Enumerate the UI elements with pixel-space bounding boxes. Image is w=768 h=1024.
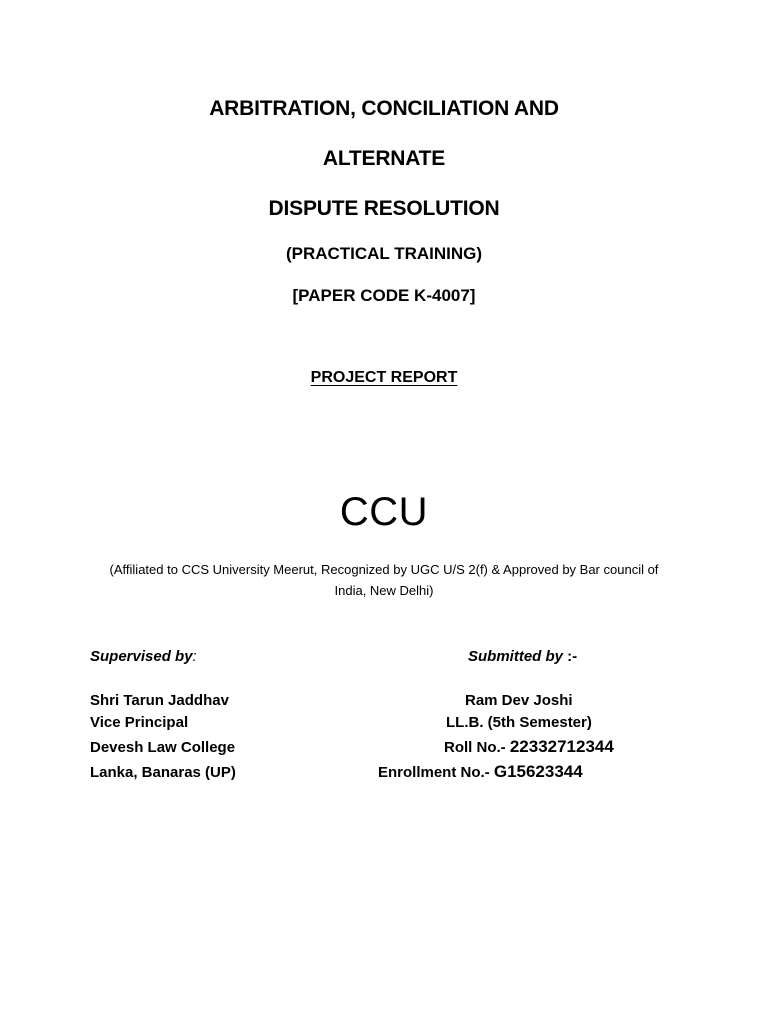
subtitle: (PRACTICAL TRAINING) bbox=[285, 244, 483, 263]
supervisor-college: Devesh Law College bbox=[90, 739, 236, 756]
affiliation-line-1: (Affiliated to CCS University Meerut, Recognized by UGC U/S 2(f) & Approved by Bar council of bbox=[109, 562, 659, 577]
submitter-roll-no: Roll No.- 22332712344 bbox=[444, 737, 614, 756]
report-heading: PROJECT REPORT bbox=[310, 369, 458, 386]
title-line-1: ARBITRATION, CONCILIATION AND bbox=[209, 97, 559, 120]
submitter-enrollment-no: Enrollment No.- G15623344 bbox=[378, 762, 583, 781]
affiliation-text bbox=[0, 559, 768, 601]
institution-name: CCU bbox=[339, 490, 429, 534]
title-line-2: ALTERNATE bbox=[322, 147, 446, 170]
affiliation-line-2: India, New Delhi) bbox=[334, 583, 434, 598]
title-line-3: DISPUTE RESOLUTION bbox=[268, 197, 500, 220]
supervisor-location: Lanka, Banaras (UP) bbox=[90, 764, 236, 781]
paper-code: [PAPER CODE K-4007] bbox=[292, 286, 476, 305]
submitter-name: Ram Dev Joshi bbox=[465, 692, 573, 709]
supervisor-name: Shri Tarun Jaddhav bbox=[90, 692, 229, 709]
submitter-label: Submitted by :- bbox=[468, 648, 578, 665]
supervisor-designation: Vice Principal bbox=[90, 714, 189, 731]
supervisor-label: Supervised by: bbox=[90, 648, 197, 665]
submitter-course: LL.B. (5th Semester) bbox=[446, 714, 592, 731]
